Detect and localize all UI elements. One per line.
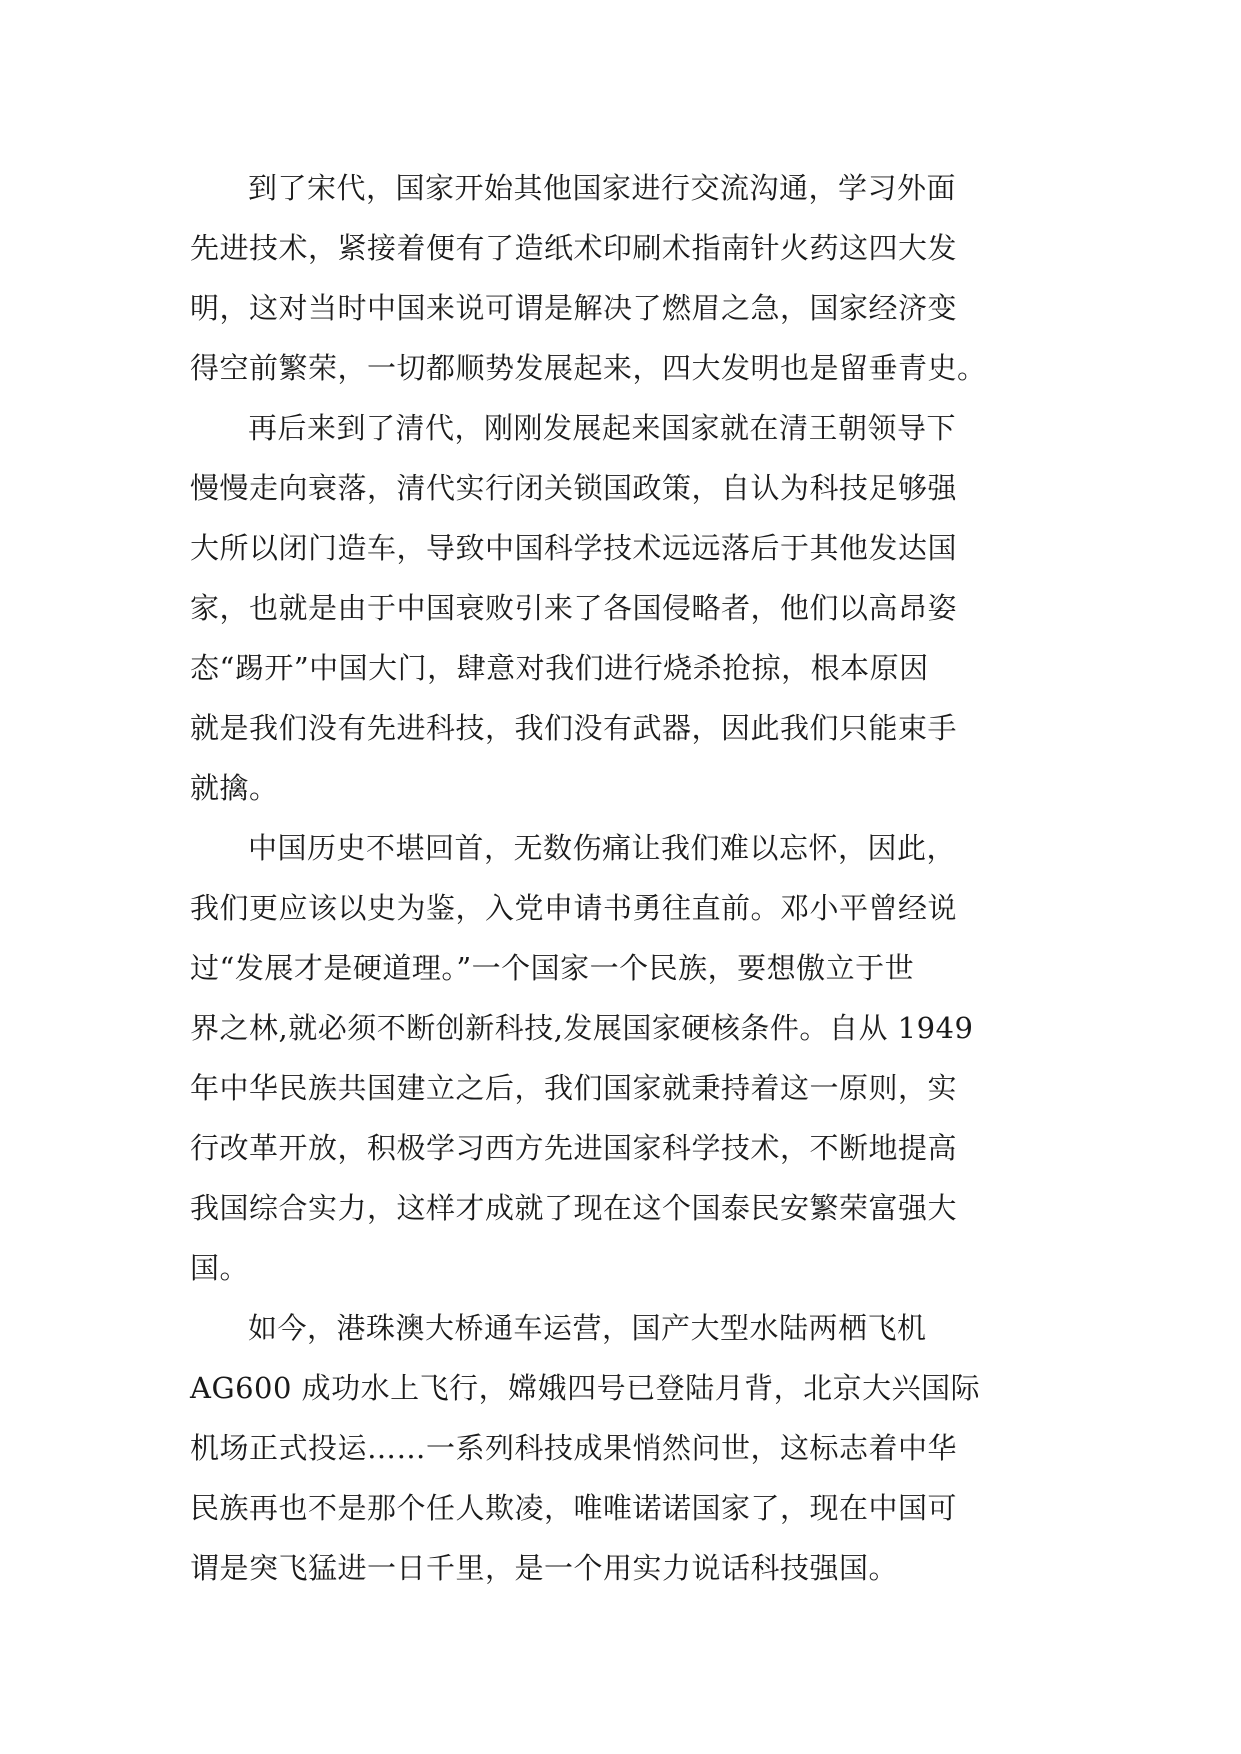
- text-line: 界之林,就必须不断创新科技,发展国家硬核条件。自从 1949: [190, 1011, 974, 1045]
- text-line: 谓是突飞猛进一日千里，是一个用实力说话科技强国。: [190, 1551, 899, 1585]
- text-line: 过“发展才是硬道理。”一个国家一个民族，要想傲立于世: [190, 951, 915, 985]
- text-line: 得空前繁荣，一切都顺势发展起来，四大发明也是留垂青史。: [190, 351, 987, 385]
- text-line: 国。: [190, 1251, 250, 1285]
- text-line: 中国历史不堪回首，无数伤痛让我们难以忘怀，因此，: [248, 831, 957, 865]
- text-line: 我国综合实力，这样才成就了现在这个国泰民安繁荣富强大: [190, 1191, 958, 1225]
- paragraph-song-dynasty: [190, 158, 1070, 398]
- text-line: 大所以闭门造车，导致中国科学技术远远落后于其他发达国: [190, 531, 958, 565]
- text-line: 慢慢走向衰落，清代实行闭关锁国政策，自认为科技足够强: [190, 471, 958, 505]
- text-line: 就擒。: [190, 771, 279, 805]
- paragraph-qing-dynasty: [190, 398, 1070, 818]
- text-line: AG600 成功水上飞行，嫦娥四号已登陆月背，北京大兴国际: [190, 1371, 981, 1405]
- paragraph-modern-achievements: [190, 1298, 1070, 1598]
- paragraph-history-lesson: [190, 818, 1070, 1298]
- text-line: 态“踢开”中国大门，肆意对我们进行烧杀抢掠，根本原因: [190, 651, 929, 685]
- document-body: [190, 158, 1070, 1598]
- text-line: 年中华民族共国建立之后，我们国家就秉持着这一原则，实: [190, 1071, 958, 1105]
- text-line: 我们更应该以史为鉴，入党申请书勇往直前。邓小平曾经说: [190, 891, 958, 925]
- text-line: 民族再也不是那个任人欺凌，唯唯诺诺国家了，现在中国可: [190, 1491, 958, 1525]
- text-line: 机场正式投运……一系列科技成果悄然问世，这标志着中华: [190, 1431, 958, 1465]
- text-line: 如今，港珠澳大桥通车运营，国产大型水陆两栖飞机: [248, 1311, 927, 1345]
- text-line: 先进技术，紧接着便有了造纸术印刷术指南针火药这四大发: [190, 231, 958, 265]
- text-line: 再后来到了清代，刚刚发展起来国家就在清王朝领导下: [248, 411, 957, 445]
- text-line: 到了宋代，国家开始其他国家进行交流沟通，学习外面: [248, 171, 957, 205]
- text-line: 明，这对当时中国来说可谓是解决了燃眉之急，国家经济变: [190, 291, 958, 325]
- text-line: 行改革开放，积极学习西方先进国家科学技术，不断地提高: [190, 1131, 958, 1165]
- text-line: 家，也就是由于中国衰败引来了各国侵略者，他们以高昂姿: [190, 591, 958, 625]
- text-line: 就是我们没有先进科技，我们没有武器，因此我们只能束手: [190, 711, 958, 745]
